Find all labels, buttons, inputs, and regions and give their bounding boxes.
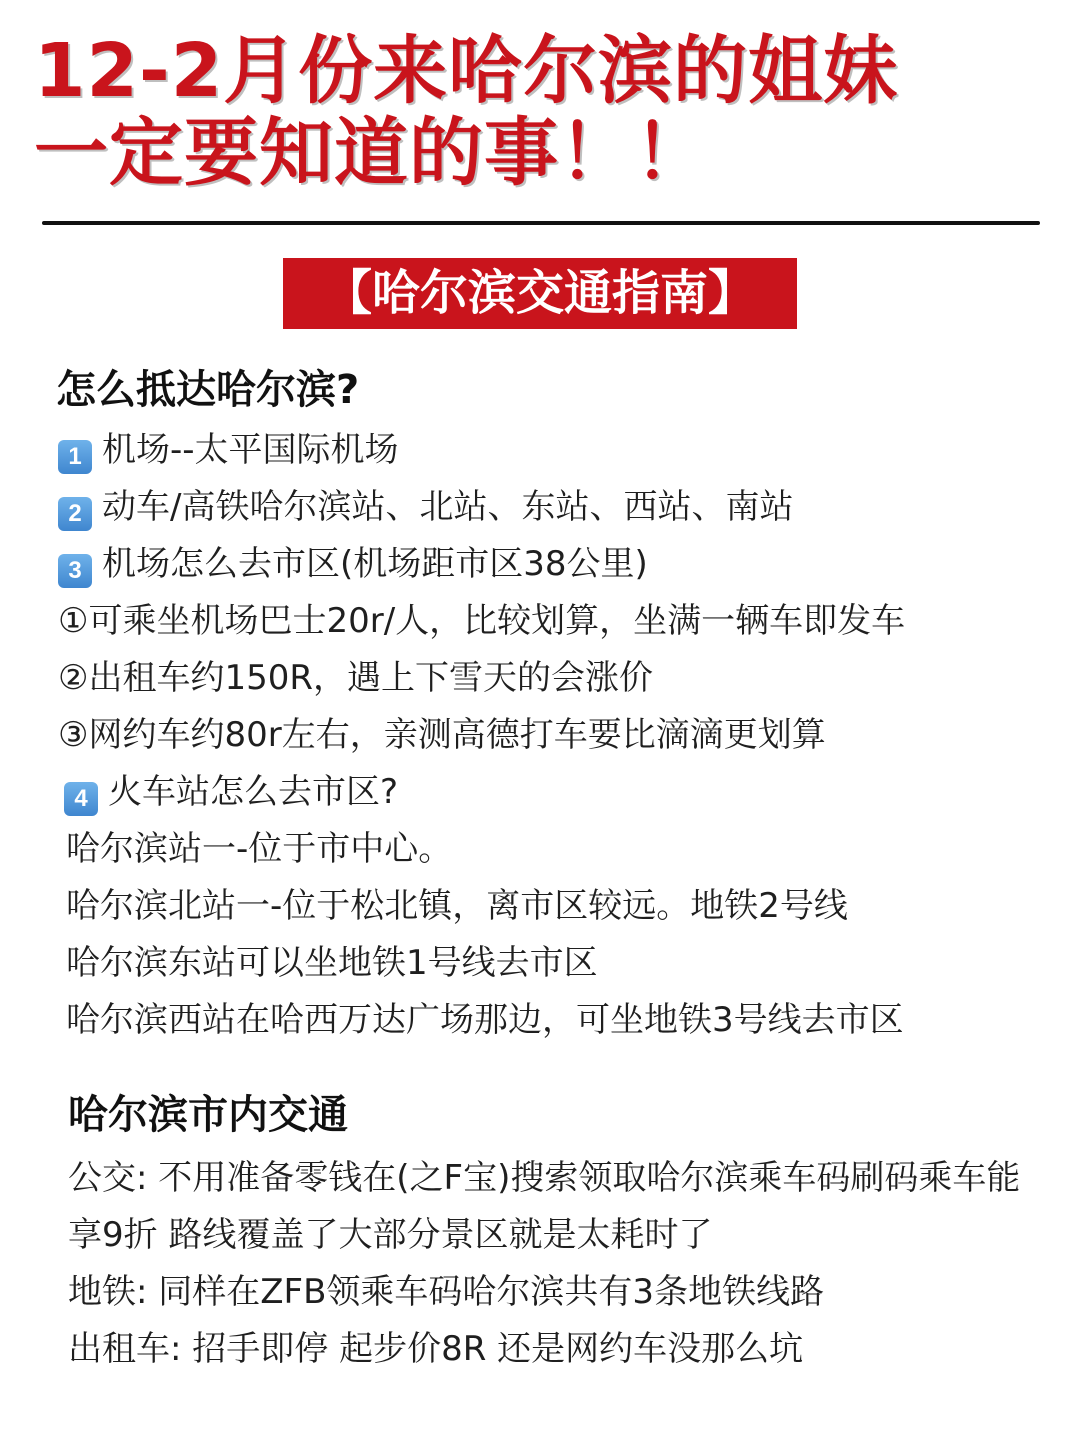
transit-line: 公交: 不用准备零钱在(之F宝)搜索领取哈尔滨乘车码刷码乘车能 — [68, 1158, 1021, 1198]
list-item — [58, 485, 793, 531]
list-item-text: 动车/高铁哈尔滨站、北站、东站、西站、南站 — [102, 487, 794, 527]
list-item-text: 火车站怎么去市区? — [108, 772, 399, 812]
title-line-1: 12-2月份来哈尔滨的姐妹 — [34, 28, 899, 114]
section-banner: 【哈尔滨交通指南】 — [283, 258, 797, 329]
station-line: 哈尔滨北站一-位于松北镇，离市区较远。地铁2号线 — [66, 886, 848, 926]
number-1-icon: 1 — [58, 440, 92, 474]
airport-option: ①可乘坐机场巴士20r/人，比较划算，坐满一辆车即发车 — [58, 601, 906, 641]
airport-option: ③网约车约80r左右，亲测高德打车要比滴滴更划算 — [58, 715, 826, 755]
transit-line: 出租车: 招手即停 起步价8R 还是网约车没那么坑 — [68, 1329, 804, 1369]
list-item — [64, 770, 398, 816]
section-heading-city-transit: 哈尔滨市内交通 — [68, 1092, 348, 1138]
list-item — [58, 428, 399, 474]
section-heading-arrival: 怎么抵达哈尔滨? — [56, 367, 360, 413]
list-item — [58, 542, 648, 588]
list-item-text: 机场--太平国际机场 — [102, 430, 399, 470]
number-2-icon: 2 — [58, 497, 92, 531]
list-item-text: 机场怎么去市区(机场距市区38公里) — [102, 544, 648, 584]
number-3-icon: 3 — [58, 554, 92, 588]
station-line: 哈尔滨西站在哈西万达广场那边，可坐地铁3号线去市区 — [66, 1000, 904, 1040]
station-line: 哈尔滨站一-位于市中心。 — [66, 829, 453, 869]
airport-option: ②出租车约150R，遇上下雪天的会涨价 — [58, 658, 653, 698]
title-line-2: 一定要知道的事！！ — [34, 110, 709, 196]
number-4-icon: 4 — [64, 782, 98, 816]
page-title — [34, 30, 1044, 194]
title-divider — [42, 221, 1040, 225]
transit-line: 享9折 路线覆盖了大部分景区就是太耗时了 — [68, 1215, 713, 1255]
station-line: 哈尔滨东站可以坐地铁1号线去市区 — [66, 943, 598, 983]
transit-line: 地铁: 同样在ZFB领乘车码哈尔滨共有3条地铁线路 — [68, 1272, 825, 1312]
